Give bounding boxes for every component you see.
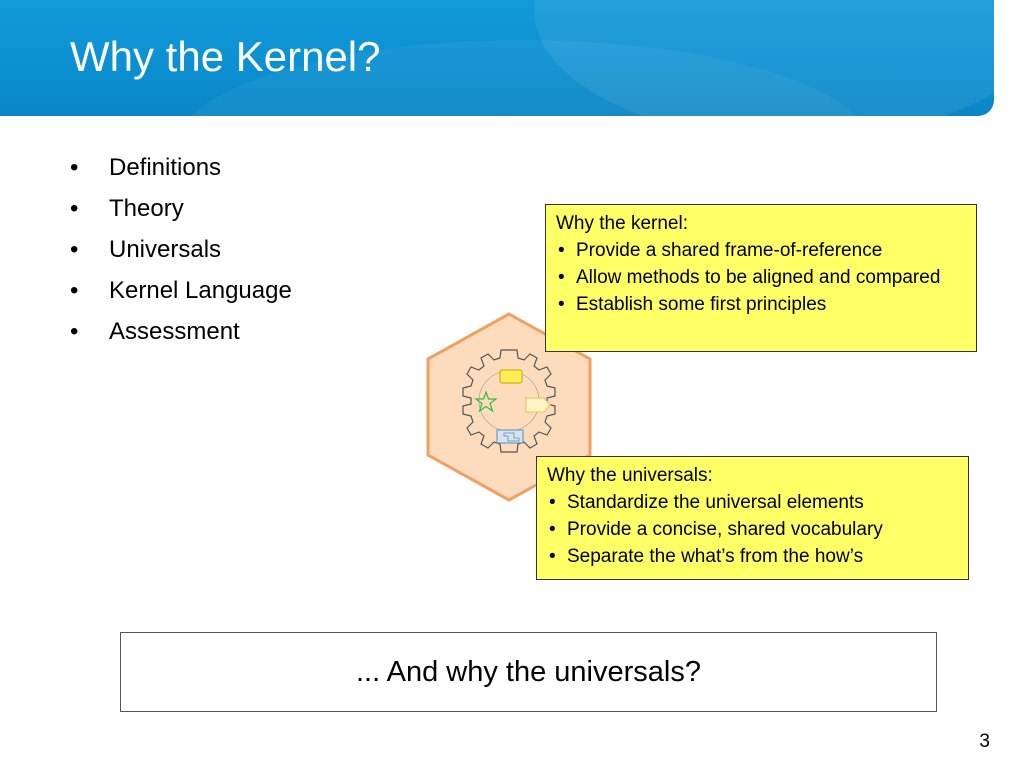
pentagon-arrow-icon: [526, 398, 550, 412]
universals-question-text: ... And why the universals?: [356, 655, 701, 688]
universals-question-box: [120, 632, 937, 712]
pattern-rectangle-icon: [497, 430, 523, 443]
kernel-callout-item: • Establish some first principles: [556, 291, 968, 318]
kernel-callout-heading: Why the kernel:: [556, 213, 688, 234]
universals-callout-item: • Provide a concise, shared vocabulary: [547, 516, 960, 543]
topic-list: [70, 150, 292, 355]
page-number: 3: [979, 731, 990, 752]
topic-item-theory: • Theory: [70, 191, 292, 232]
kernel-callout-item: • Provide a shared frame-of-reference: [556, 237, 968, 264]
kernel-callout-item: • Allow methods to be aligned and compared: [556, 264, 968, 291]
kernel-callout: [545, 204, 977, 352]
universals-callout-item: • Standardize the universal elements: [547, 489, 960, 516]
topic-item-universals: • Universals: [70, 232, 292, 273]
topic-item-assessment: • Assessment: [70, 314, 292, 355]
topic-item-definitions: • Definitions: [70, 150, 292, 191]
rectangle-icon: [500, 370, 522, 383]
header-bar: [0, 0, 994, 116]
universals-callout: [536, 456, 969, 580]
topic-item-kernel-language: • Kernel Language: [70, 273, 292, 314]
universals-callout-item: • Separate the what’s from the how’s: [547, 543, 960, 570]
page-title: Why the Kernel?: [70, 33, 381, 80]
universals-callout-heading: Why the universals:: [547, 465, 713, 486]
